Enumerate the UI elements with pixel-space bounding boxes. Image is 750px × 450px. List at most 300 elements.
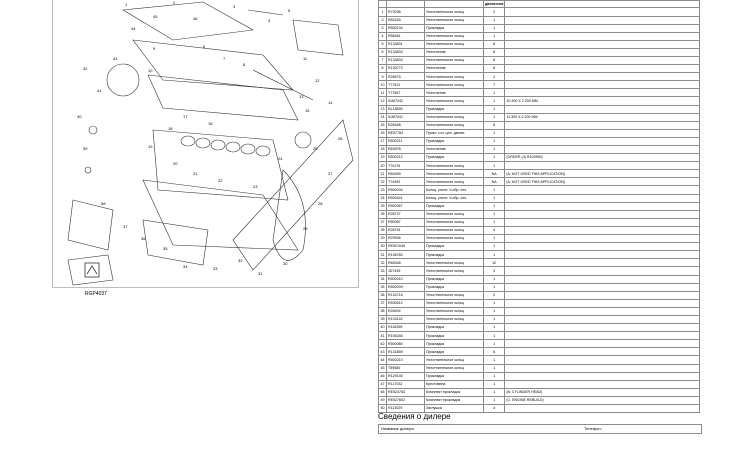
table-row <box>379 154 700 162</box>
table-row <box>379 105 700 113</box>
item-number: 17 <box>379 137 387 145</box>
part-description: Уплотнительное кольц <box>425 226 484 234</box>
item-number: 8 <box>379 65 387 73</box>
part-number: RL18830 <box>387 105 425 113</box>
part-description: Прокладка <box>425 340 484 348</box>
table-row <box>379 307 700 315</box>
table-row <box>379 210 700 218</box>
remarks <box>505 194 700 202</box>
quantity: 1 <box>484 307 505 315</box>
quantity: 1 <box>484 146 505 154</box>
callout-number: 13 <box>299 94 304 99</box>
remarks <box>505 210 700 218</box>
item-number: 11 <box>379 89 387 97</box>
quantity: 6 <box>484 348 505 356</box>
table-row <box>379 348 700 356</box>
item-number: 22 <box>379 178 387 186</box>
quantity: 1 <box>484 32 505 40</box>
part-description: Комплект прокладок <box>425 396 484 404</box>
callout-number: 24 <box>278 156 283 161</box>
item-number: 42 <box>379 340 387 348</box>
callout-number: 12 <box>315 78 320 83</box>
item-number: 2 <box>379 16 387 24</box>
part-number: R133142 <box>387 315 425 323</box>
remarks <box>505 146 700 154</box>
part-number: R136783 <box>387 251 425 259</box>
callout-number: 20 <box>173 161 178 166</box>
item-number: 27 <box>379 218 387 226</box>
quantity: 2 <box>484 8 505 16</box>
part-number: R29936 <box>387 235 425 243</box>
part-description: Прокладка <box>425 24 484 32</box>
table-row <box>379 259 700 267</box>
quantity: 1 <box>484 154 505 162</box>
table-row <box>379 186 700 194</box>
callout-number: 39 <box>83 146 88 151</box>
item-number: 18 <box>379 146 387 154</box>
part-description: Прокладка <box>425 202 484 210</box>
callout-number: 33 <box>213 266 218 271</box>
callout-number: 34 <box>183 264 188 269</box>
part-description: Уплотнительное кольц <box>425 356 484 364</box>
part-number: R500210 <box>387 356 425 364</box>
callout-number: 2 <box>173 0 176 5</box>
remarks <box>505 340 700 348</box>
item-number: 28 <box>379 226 387 234</box>
table-row <box>379 73 700 81</box>
table-header-row <box>379 1 700 8</box>
item-number: 12 <box>379 97 387 105</box>
callout-number: 41 <box>97 88 102 93</box>
part-number: R130773 <box>387 65 425 73</box>
deere-logo <box>85 263 99 277</box>
callout-number: 16 <box>208 121 213 126</box>
quantity: 1 <box>484 235 505 243</box>
table-row <box>379 97 700 105</box>
part-description: Уплотнительное кольц <box>425 259 484 267</box>
part-number: R500080 <box>387 340 425 348</box>
remarks <box>505 405 700 413</box>
engine-exploded-view <box>53 0 358 287</box>
callout-number: 22 <box>218 178 223 183</box>
dealer-phone-label: Телефон: <box>584 426 602 431</box>
part-description: Уплотнительное кольц <box>425 40 484 48</box>
quantity: 1 <box>484 275 505 283</box>
remarks <box>505 275 700 283</box>
remarks <box>505 73 700 81</box>
part-description: Прокладка <box>425 251 484 259</box>
remarks <box>505 105 700 113</box>
part-description: Прокладка <box>425 243 484 251</box>
callout-number: 23 <box>253 184 258 189</box>
quantity: 1 <box>484 364 505 372</box>
part-description: Уплотнительное кольц <box>425 235 484 243</box>
quantity: 1 <box>484 137 505 145</box>
quantity: 1 <box>484 186 505 194</box>
part-description: Прокладка <box>425 372 484 380</box>
part-description: Уплотнение <box>425 146 484 154</box>
table-row <box>379 32 700 40</box>
callout-number: 27 <box>328 171 333 176</box>
remarks <box>505 137 700 145</box>
quantity: 3 <box>484 73 505 81</box>
part-description: Уплотнительное кольц <box>425 315 484 323</box>
part-number: JD7439 <box>387 267 425 275</box>
table-row <box>379 291 700 299</box>
part-description: Прокладка <box>425 348 484 356</box>
part-description: Уплотнительное кольц <box>425 97 484 105</box>
callout-number: 43 <box>113 56 118 61</box>
callout-number: 35 <box>163 246 168 251</box>
quantity: 1 <box>484 89 505 97</box>
remarks: 11.300 X 2.200 MM <box>505 113 700 121</box>
part-number: R26448 <box>387 121 425 129</box>
item-number: 21 <box>379 170 387 178</box>
part-description: Крестовина <box>425 380 484 388</box>
part-description: Уплотнительное кольц <box>425 162 484 170</box>
part-number: R530512 <box>387 299 425 307</box>
item-number: 7 <box>379 56 387 64</box>
quantity: 3 <box>484 267 505 275</box>
table-row <box>379 56 700 64</box>
part-description: Кольц. уплот. V-обр. сеч. <box>425 194 484 202</box>
callout-number: 38 <box>101 201 106 206</box>
quantity: 1 <box>484 340 505 348</box>
quantity: NA <box>484 178 505 186</box>
table-row <box>379 194 700 202</box>
table-row <box>379 89 700 97</box>
part-number: R500210 <box>387 275 425 283</box>
table-row <box>379 40 700 48</box>
part-description: Уплотнительное кольц <box>425 16 484 24</box>
remarks <box>505 89 700 97</box>
table-row <box>379 283 700 291</box>
callout-number: 25 <box>313 146 318 151</box>
callout-number: 37 <box>123 224 128 229</box>
table-row <box>379 129 700 137</box>
table-row <box>379 267 700 275</box>
item-number: 34 <box>379 275 387 283</box>
part-number: R500134 <box>387 24 425 32</box>
table-row <box>379 226 700 234</box>
remarks <box>505 348 700 356</box>
part-description: Уплотнение <box>425 89 484 97</box>
part-number: R500441 <box>387 194 425 202</box>
part-description: Уплотнительное кольц <box>425 56 484 64</box>
callout-number: 14 <box>328 100 333 105</box>
part-description: Уплотнение <box>425 65 484 73</box>
part-number: T74492 <box>387 178 425 186</box>
remarks <box>505 65 700 73</box>
part-number: R63978 <box>387 146 425 154</box>
callout-number: 40 <box>77 114 82 119</box>
callout-number: 10 <box>148 68 153 73</box>
callout-number: 4 <box>268 18 271 23</box>
exploded-parts-diagram <box>52 0 359 288</box>
quantity: 1 <box>484 315 505 323</box>
callout-number: 11 <box>303 56 308 61</box>
part-number: R500367 <box>387 202 425 210</box>
table-row <box>379 396 700 404</box>
table-row <box>379 81 700 89</box>
part-number: R73298 <box>387 8 425 16</box>
table-row <box>379 162 700 170</box>
item-number: 6 <box>379 48 387 56</box>
table-row <box>379 380 700 388</box>
table-row <box>379 178 700 186</box>
part-description: Комплект прокладок <box>425 388 484 396</box>
callout-number: 21 <box>193 171 198 176</box>
part-description: Заглушка <box>425 405 484 413</box>
part-number: R500204 <box>387 186 425 194</box>
item-number: 26 <box>379 210 387 218</box>
remarks: (A: NOT USED THIS APPLICATION) <box>505 170 700 178</box>
quantity: 1 <box>484 113 505 121</box>
item-number: 20 <box>379 162 387 170</box>
table-row <box>379 8 700 16</box>
quantity: 6 <box>484 56 505 64</box>
callout-number: 3 <box>233 4 236 9</box>
part-description: Уплотнительное кольц <box>425 218 484 226</box>
quantity: 6 <box>484 48 505 56</box>
part-description: Кольц. уплот. V-обр. сеч. <box>425 186 484 194</box>
remarks <box>505 235 700 243</box>
item-number: 48 <box>379 388 387 396</box>
remarks <box>505 307 700 315</box>
quantity: 1 <box>484 388 505 396</box>
item-number: 10 <box>379 81 387 89</box>
item-number: 23 <box>379 186 387 194</box>
remarks <box>505 243 700 251</box>
part-number: R117032 <box>387 380 425 388</box>
remarks <box>505 291 700 299</box>
quantity: 4 <box>484 226 505 234</box>
part-number: R500211 <box>387 137 425 145</box>
part-description: Уплотнительное кольц <box>425 8 484 16</box>
quantity: 1 <box>484 243 505 251</box>
callout-number: 29 <box>303 226 308 231</box>
part-number: R133831 <box>387 40 425 48</box>
quantity: 1 <box>484 380 505 388</box>
remarks <box>505 259 700 267</box>
table-row <box>379 340 700 348</box>
callout-number: 42 <box>83 66 88 71</box>
quantity: 1 <box>484 162 505 170</box>
quantity: 6 <box>484 65 505 73</box>
table-row <box>379 113 700 121</box>
item-number: 29 <box>379 235 387 243</box>
remarks <box>505 56 700 64</box>
part-description: Уплотнительное кольц <box>425 307 484 315</box>
item-number: 14 <box>379 113 387 121</box>
table-row <box>379 24 700 32</box>
table-row <box>379 121 700 129</box>
quantity: 1 <box>484 332 505 340</box>
remarks <box>505 332 700 340</box>
part-number: R82183 <box>387 16 425 24</box>
table-row <box>379 235 700 243</box>
remarks <box>505 24 700 32</box>
figure-id: RGP4037 <box>85 291 107 297</box>
remarks <box>505 283 700 291</box>
part-number: R65348 <box>387 259 425 267</box>
remarks: (B: CYLINDER HEAD) <box>505 388 700 396</box>
item-number: 47 <box>379 380 387 388</box>
remarks <box>505 16 700 24</box>
remarks <box>505 81 700 89</box>
callout-number: 6 <box>203 44 206 49</box>
parts-table <box>378 0 700 413</box>
part-number: T77512 <box>387 81 425 89</box>
item-number: 35 <box>379 283 387 291</box>
remarks <box>505 162 700 170</box>
item-number: 32 <box>379 259 387 267</box>
item-number: 41 <box>379 332 387 340</box>
quantity: 1 <box>484 202 505 210</box>
part-number: R116395 <box>387 324 425 332</box>
part-description: Уплотнительное кольц <box>425 364 484 372</box>
table-row <box>379 65 700 73</box>
callout-number: 1 <box>125 2 128 7</box>
part-number: R26737 <box>387 210 425 218</box>
remarks <box>505 356 700 364</box>
remarks: (C: ENGINE REBUILD) <box>505 396 700 404</box>
table-row <box>379 170 700 178</box>
quantity: 12 <box>484 259 505 267</box>
quantity: 1 <box>484 210 505 218</box>
table-row <box>379 332 700 340</box>
item-number: 49 <box>379 396 387 404</box>
part-description: Прокладка <box>425 137 484 145</box>
remarks <box>505 121 700 129</box>
part-description: Прокладка <box>425 154 484 162</box>
quantity: 6 <box>484 121 505 129</box>
part-number: R500209 <box>387 283 425 291</box>
part-number: R26404 <box>387 307 425 315</box>
part-number: RE524753 <box>387 388 425 396</box>
quantity: 1 <box>484 251 505 259</box>
part-description: Прокладка <box>425 332 484 340</box>
item-number: 5 <box>379 40 387 48</box>
item-number: 31 <box>379 251 387 259</box>
remarks <box>505 48 700 56</box>
callout-number: 5 <box>288 8 291 13</box>
part-number: R106346 <box>387 332 425 340</box>
part-description: Уплотнительное кольц <box>425 81 484 89</box>
part-number: R133833 <box>387 48 425 56</box>
item-number: 19 <box>379 154 387 162</box>
part-number: R26761 <box>387 226 425 234</box>
item-number: 37 <box>379 299 387 307</box>
table-row <box>379 48 700 56</box>
remarks <box>505 315 700 323</box>
callout-number: 31 <box>258 271 263 276</box>
remarks: 10.300 X 2.200 MM <box>505 97 700 105</box>
part-description: Уплотнительное кольц <box>425 210 484 218</box>
quantity: 6 <box>484 40 505 48</box>
part-number: R26575 <box>387 73 425 81</box>
quantity: 1 <box>484 16 505 24</box>
quantity: 4 <box>484 405 505 413</box>
remarks: (ORDER (4) R102559) <box>505 154 700 162</box>
quantity: 1 <box>484 194 505 202</box>
remarks <box>505 40 700 48</box>
dealer-section-title: Сведения о дилере <box>378 412 451 421</box>
item-number: 16 <box>379 129 387 137</box>
table-row <box>379 218 700 226</box>
remarks <box>505 32 700 40</box>
part-number: T59580 <box>387 364 425 372</box>
table-row <box>379 146 700 154</box>
remarks <box>505 129 700 137</box>
callout-number: 18 <box>168 126 173 131</box>
part-number: 51M7042 <box>387 97 425 105</box>
part-description: Уплотнительное кольц <box>425 121 484 129</box>
table-row <box>379 388 700 396</box>
part-description: Уплотнительное кольц <box>425 267 484 275</box>
quantity: 1 <box>484 24 505 32</box>
remarks <box>505 364 700 372</box>
table-row <box>379 202 700 210</box>
item-number: 25 <box>379 202 387 210</box>
remarks <box>505 218 700 226</box>
quantity: 1 <box>484 97 505 105</box>
item-number: 39 <box>379 315 387 323</box>
table-row <box>379 16 700 24</box>
part-number: T77557 <box>387 89 425 97</box>
part-description: Уплотнение <box>425 48 484 56</box>
item-number: 40 <box>379 324 387 332</box>
callout-number: 7 <box>223 56 226 61</box>
part-number: T70176 <box>387 162 425 170</box>
item-number: 43 <box>379 348 387 356</box>
callout-number: 15 <box>305 108 310 113</box>
part-number: R131859 <box>387 348 425 356</box>
callout-number: 19 <box>148 144 153 149</box>
callout-number: 28 <box>318 201 323 206</box>
item-number: 38 <box>379 307 387 315</box>
dealer-info-row <box>378 424 702 434</box>
part-description: Уплотнительное кольц <box>425 178 484 186</box>
item-number: 44 <box>379 356 387 364</box>
part-number: R500212 <box>387 154 425 162</box>
callout-number: 17 <box>183 114 188 119</box>
part-description: Прокладка <box>425 275 484 283</box>
part-number: R129145 <box>387 372 425 380</box>
part-number: RE527602 <box>387 396 425 404</box>
quantity: 1 <box>484 299 505 307</box>
item-number: 9 <box>379 73 387 81</box>
part-description: Прокладка <box>425 105 484 113</box>
part-number: RE521049 <box>387 243 425 251</box>
part-description: Уплотнительное кольц <box>425 291 484 299</box>
table-row <box>379 364 700 372</box>
remarks: (A: NOT USED THIS APPLICATION) <box>505 178 700 186</box>
item-number: 36 <box>379 291 387 299</box>
remarks <box>505 267 700 275</box>
part-number: 51M7041 <box>387 113 425 121</box>
table-row <box>379 251 700 259</box>
part-number: R56461 <box>387 32 425 40</box>
quantity: 1 <box>484 372 505 380</box>
item-number: 1 <box>379 8 387 16</box>
quantity: NA <box>484 170 505 178</box>
remarks <box>505 299 700 307</box>
part-number: R133833 <box>387 56 425 64</box>
quantity: 7 <box>484 81 505 89</box>
table-row <box>379 243 700 251</box>
table-row <box>379 275 700 283</box>
